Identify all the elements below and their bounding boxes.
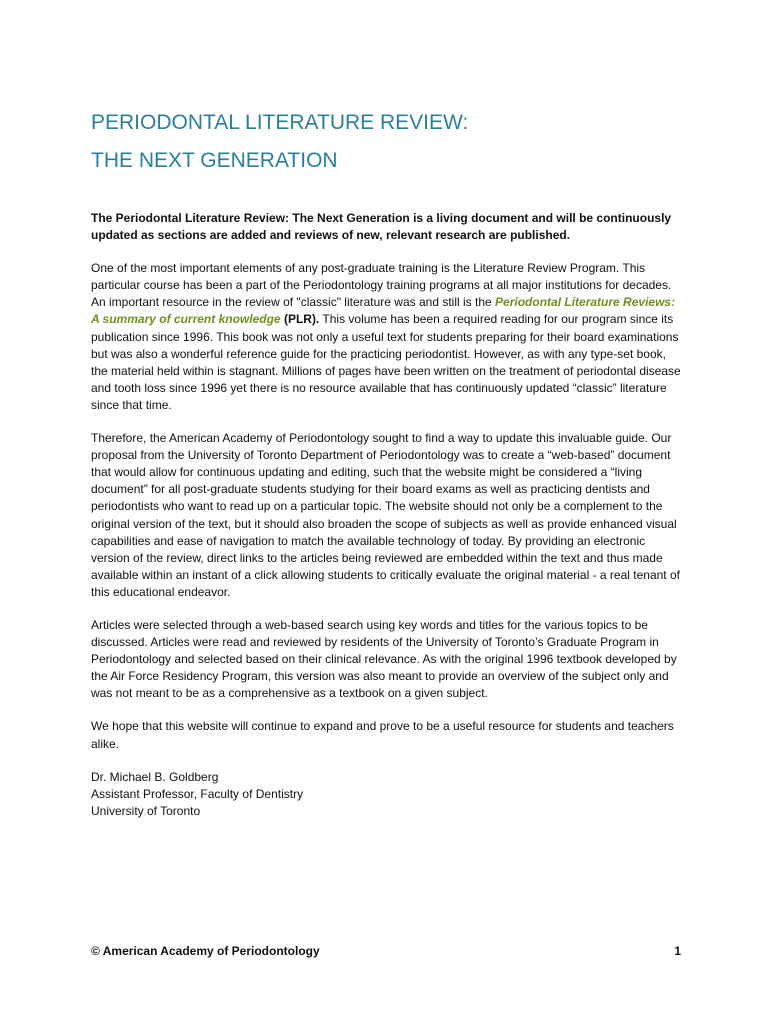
page-title — [91, 104, 468, 180]
document-page — [91, 0, 681, 1024]
signature-block — [91, 769, 681, 820]
paragraph-3: Articles were selected through a web-based search using key words and titles for the various topics to be discussed. Articles were read and reviewed by residents of the University of Toronto’s Graduate Program in Periodontology and selected based on their clinical relevance. As with the original 1996 textbook developed by the Air Force Residency Program, this version was also meant to provide an overview of the subject only and was not meant to be as a comprehensive as a textbook on a given subject. — [91, 617, 677, 701]
title-line-2: THE NEXT GENERATION — [91, 149, 338, 172]
paragraph-1 — [91, 260, 681, 414]
page-footer — [91, 944, 681, 958]
page-number: 1 — [674, 944, 681, 958]
paragraph-2: Therefore, the American Academy of Periodontology sought to find a way to update this invaluable guide. Our proposal from the University of Toronto Department of Periodontology was to create a “web-based” document that would allow for continuous updating and editing, such that the website might be considered a “living document” for all post-graduate students studying for their board exams as well as practicing dentists and periodontists who want to read up on a particular topic. The website should not only be a complement to the original version of the text, but it should also broaden the scope of subjects as well as provide enhanced visual capabilities and ease of navigation to match the available technology of today. By providing an electronic version of the review, direct links to the articles being reviewed are embedded within the text and thus made available within an instant of a click allowing students to critically evaluate the original material - a real tenant of this educational endeavor. — [91, 431, 680, 599]
title-line-1: PERIODONTAL LITERATURE REVIEW: — [91, 111, 469, 134]
signature-name: Dr. Michael B. Goldberg — [91, 769, 219, 784]
lead-paragraph: The Periodontal Literature Review: The Next Generation is a living document and will be continuously updated as sections are added and reviews of new, relevant research are published. — [91, 211, 672, 243]
signature-institution: University of Toronto — [91, 803, 201, 818]
book-abbreviation: (PLR). — [280, 312, 320, 327]
book-title: Periodontal Literature Reviews: A summary of current knowledge — [91, 295, 676, 327]
document-body — [91, 210, 681, 836]
paragraph-1-intro: One of the most important elements of any post-graduate training is the Literature Review Program. This particular course has been a part of the Periodontology training programs at all major institutions for decades. An important resource in the review of "classic" literature was and still is the — [91, 261, 672, 310]
paragraph-4: We hope that this website will continue to expand and prove to be a useful resource for students and teachers alike. — [91, 719, 674, 751]
footer-copyright: © American Academy of Periodontology — [91, 944, 320, 958]
signature-position: Assistant Professor, Faculty of Dentistry — [91, 786, 304, 801]
paragraph-1-rest: This volume has been a required reading for our program since its publication since 1996. This book was not only a useful text for students preparing for their board examinations but was also a wonderful reference guide for the practicing periodontist. However, as with any type-set book, the material held within is stagnant. Millions of pages have been written on the treatment of periodontal disease and tooth loss since 1996 yet there is no resource available that has continuously updated “classic” literature since that time. — [91, 312, 681, 412]
